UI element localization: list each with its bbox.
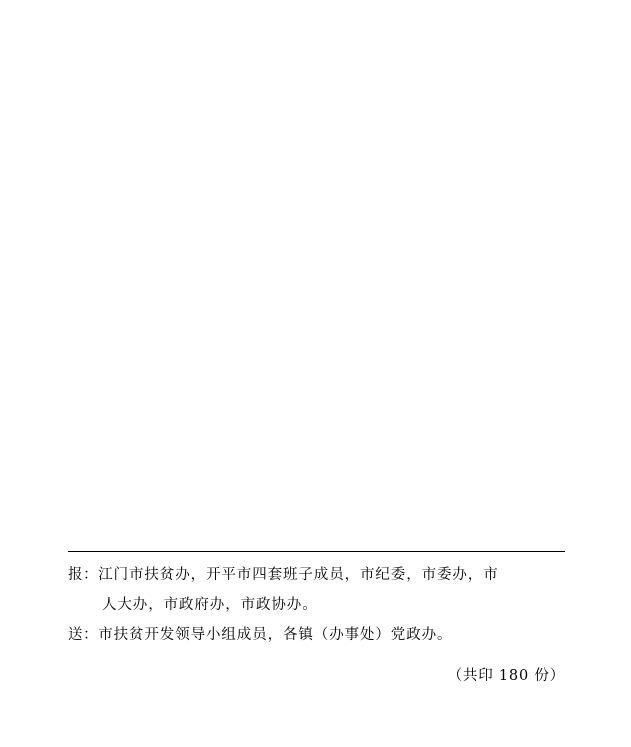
distribution-line-report [68,560,565,590]
distribution-label-send: 送： [68,627,99,643]
distribution-line-send [68,620,565,650]
footer-divider [68,551,565,552]
distribution-text-send: 市扶贫开发领导小组成员，各镇（办事处）党政办。 [98,627,453,643]
print-count: （共印 180 份） [447,668,565,684]
document-body-blank [68,40,563,545]
distribution-line-report-continuation [68,590,565,620]
distribution-text-report-continuation: 人大办，市政府办，市政协办。 [102,597,318,613]
distribution-text-report: 江门市扶贫办，开平市四套班子成员，市纪委，市委办，市 [98,567,499,583]
distribution-label-report: 报： [68,567,99,583]
document-footer [68,551,565,685]
